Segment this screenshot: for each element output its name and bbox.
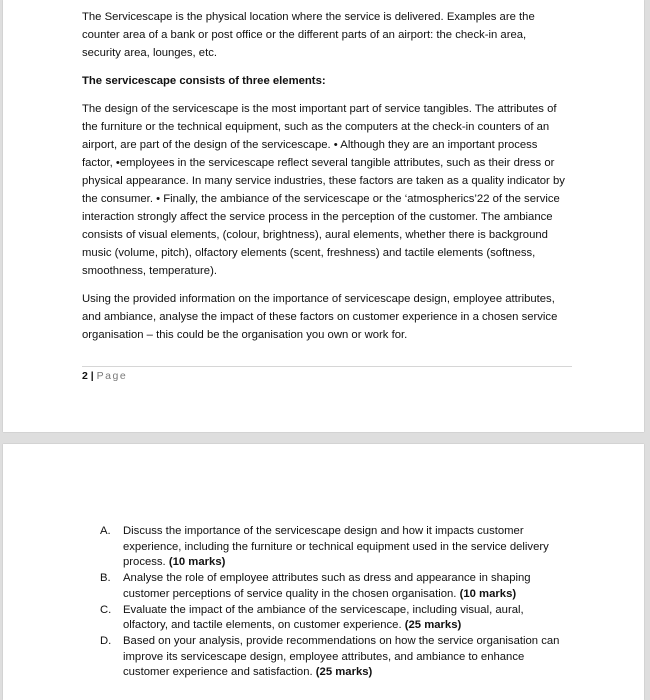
task-letter: D. [100,634,112,647]
page-label: Page [96,370,128,382]
task-item-d [100,634,570,681]
task-marks: (10 marks) [459,587,517,600]
task-text: Analyse the role of employee attributes such as dress and appearance in shaping customer perceptions of service quality in the chosen organisation. [123,572,531,600]
section-heading: The servicescape consists of three elements: [82,75,326,87]
page-footer [82,366,572,383]
elements-paragraph: The design of the servicescape is the most important part of service tangibles. The attributes of the furniture or the technical equipment, such as the computers at the check-in counters of an airport, are part of the design of the servicescape. • Although they are an important process factor, •employees in the servicescape reflect several tangible attributes, such as their dress or physical appearance. In many service industries, these factors are taken as a quality indicator by the consumer. • Finally, the ambiance of the servicescape or the ‘atmospherics’22 of the service interaction strongly affect the service process in the perception of the customer. The ambiance consists of visual elements, (colour, brightness), aural elements, whether there is background music (volume, pitch), olfactory elements (scent, freshness) and tactile elements (softness, smoothness, temperature). [82,103,565,277]
task-list [100,524,570,681]
instructions-paragraph: Using the provided information on the importance of servicescape design, employee attributes, and ambiance, analyse the impact of these factors on customer experience in a chosen service organisation – this could be the organisation you own or work for. [82,293,558,341]
task-marks: (25 marks) [315,666,373,679]
task-body [123,524,570,571]
task-letter: A. [100,525,111,537]
document-page-1 [3,0,644,432]
page-number: 2 [82,370,88,382]
task-marks: (10 marks) [168,556,226,569]
document-page-2 [3,444,644,700]
task-body [123,571,570,602]
task-item-b [100,571,570,602]
page-number-separator: | [90,370,94,382]
task-marks: (25 marks) [404,619,462,632]
intro-paragraph: The Servicescape is the physical location where the service is delivered. Examples are the counter area of a bank or post office or the different parts of an airport: the check-in area, security area, lounges, etc. [82,11,535,59]
task-text: Evaluate the impact of the ambiance of the servicescape, including visual, aural, olfactory, and tactile elements, on customer experience. [123,603,524,632]
page-1-body [82,8,566,354]
task-letter: C. [100,603,112,616]
task-text: Discuss the importance of the servicescape design and how it impacts customer experience, including the furniture or technical equipment used in the service delivery process. [123,525,549,569]
task-body [123,603,570,634]
task-item-a [100,524,570,571]
task-body [123,634,570,681]
task-letter: B. [100,572,111,585]
task-text: Based on your analysis, provide recommendations on how the service organisation can improve its servicescape design, employee attributes, and ambiance to enhance customer experience and satisfaction. [123,634,560,679]
task-item-c [100,603,570,634]
